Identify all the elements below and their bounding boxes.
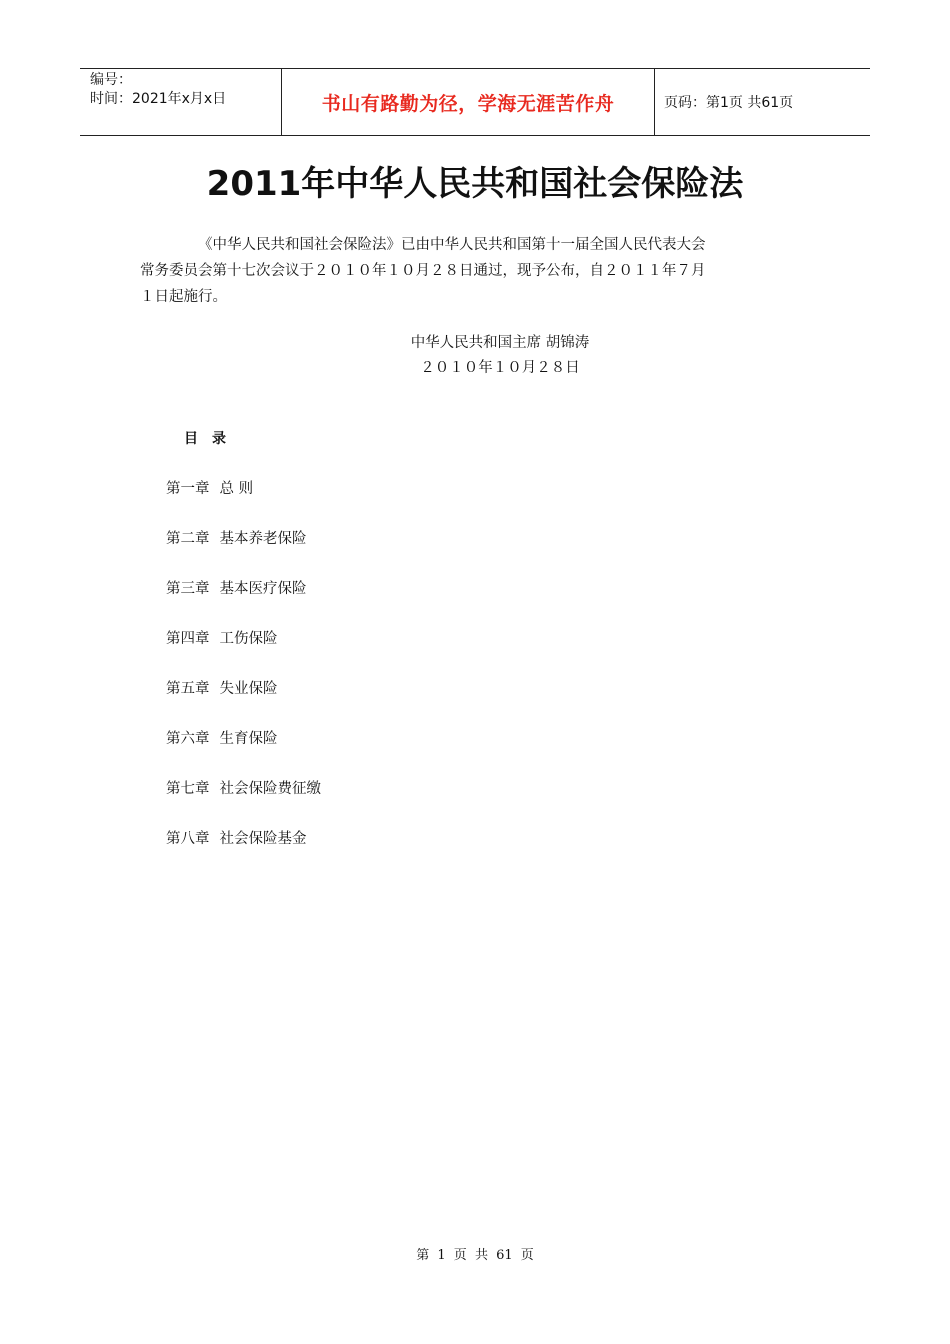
toc-list <box>166 476 321 876</box>
document-title: 2011年中华人民共和国社会保险法 <box>206 164 744 204</box>
toc-chapter-number: 第五章 <box>166 681 210 697</box>
toc-item[interactable] <box>166 476 321 526</box>
intro-line-2: 常务委员会第十七次会议于２０１０年１０月２８日通过，现予公布，自２０１１年７月 <box>140 263 706 279</box>
page-footer <box>0 1244 950 1263</box>
toc-chapter-number: 第六章 <box>166 731 210 747</box>
toc-chapter-name: 社会保险费征缴 <box>219 781 321 797</box>
signature-date: ２０１０年１０月２８日 <box>420 360 580 376</box>
toc-item[interactable] <box>166 776 321 826</box>
toc-chapter-number: 第一章 <box>166 481 210 497</box>
toc-item[interactable] <box>166 726 321 776</box>
toc-chapter-number: 第三章 <box>166 581 210 597</box>
toc-chapter-number: 第八章 <box>166 831 210 847</box>
intro-paragraph <box>140 232 800 310</box>
document-header <box>80 68 870 136</box>
header-motto-cell <box>281 69 655 135</box>
footer-part-3: 共 <box>474 1248 488 1263</box>
toc-item[interactable] <box>166 576 321 626</box>
footer-part-4: 页 <box>520 1248 534 1263</box>
footer-total-pages: 61 <box>496 1248 513 1263</box>
toc-item[interactable] <box>166 676 321 726</box>
toc-chapter-number: 第二章 <box>166 531 210 547</box>
toc-chapter-number: 第七章 <box>166 781 210 797</box>
time-label: 时间：2021年x月x日 <box>90 91 227 107</box>
footer-part-2: 页 <box>453 1248 467 1263</box>
toc-chapter-name: 生育保险 <box>219 731 278 747</box>
intro-line-1: 《中华人民共和国社会保险法》已由中华人民共和国第十一届全国人民代表大会 <box>198 237 706 253</box>
intro-line-3: １日起施行。 <box>140 289 227 305</box>
toc-chapter-number: 第四章 <box>166 631 210 647</box>
toc-chapter-name: 总 则 <box>219 481 254 497</box>
toc-chapter-name: 工伤保险 <box>219 631 278 647</box>
signature-block <box>0 331 950 381</box>
toc-chapter-name: 社会保险基金 <box>219 831 307 847</box>
toc-item[interactable] <box>166 526 321 576</box>
toc-item[interactable] <box>166 826 321 876</box>
number-label: 编号： <box>90 72 132 88</box>
toc-chapter-name: 基本养老保险 <box>219 531 307 547</box>
toc-chapter-name: 失业保险 <box>219 681 278 697</box>
footer-part-1: 第 <box>416 1248 430 1263</box>
header-meta <box>80 69 281 135</box>
footer-page-number: 1 <box>437 1248 446 1263</box>
signer: 中华人民共和国主席 胡锦涛 <box>410 335 590 351</box>
motto-text: 书山有路勤为径，学海无涯苦作舟 <box>321 92 615 115</box>
toc-title: 目录 <box>184 431 240 447</box>
toc-item[interactable] <box>166 626 321 676</box>
header-page-info: 页码：第1页 共61页 <box>664 95 794 111</box>
toc-chapter-name: 基本医疗保险 <box>219 581 307 597</box>
